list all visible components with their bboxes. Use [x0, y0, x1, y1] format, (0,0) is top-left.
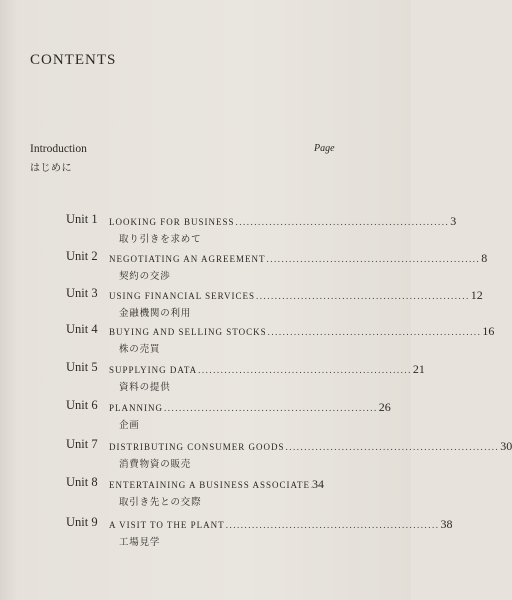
- dot-leader: .........................................................: [266, 254, 481, 264]
- toc-line: [109, 362, 425, 377]
- page-title: CONTENTS: [30, 52, 117, 68]
- toc-line: [109, 324, 495, 339]
- unit-number: Unit 7: [66, 437, 98, 451]
- unit-title: DISTRIBUTING CONSUMER GOODS: [109, 442, 285, 452]
- unit-japanese-title: 取引き先との交際: [119, 498, 202, 508]
- unit-number: Unit 4: [66, 322, 98, 336]
- unit-japanese-title: 契約の交渉: [119, 272, 171, 282]
- dot-leader: .........................................................: [198, 365, 412, 375]
- page-number: 26: [378, 400, 391, 414]
- unit-japanese-title: 金融機関の利用: [119, 309, 192, 319]
- unit-number: Unit 5: [66, 360, 98, 374]
- dot-leader: .........................................................: [285, 442, 500, 452]
- unit-number: Unit 6: [66, 398, 98, 412]
- toc-line: [109, 439, 512, 454]
- page-number: 30: [500, 439, 512, 453]
- page-number: 21: [412, 362, 425, 376]
- unit-number: Unit 2: [66, 249, 98, 263]
- unit-title: SUPPLYING DATA: [109, 365, 198, 375]
- unit-title: PLANNING: [109, 403, 163, 413]
- unit-title: NEGOTIATING AN AGREEMENT: [109, 254, 266, 264]
- page-number: 38: [440, 517, 453, 531]
- toc-line: [109, 477, 324, 492]
- toc-entry: [0, 515, 453, 555]
- unit-japanese-title: 取り引きを求めて: [119, 235, 202, 245]
- introduction-japanese: はじめに: [30, 163, 72, 174]
- unit-japanese-title: 工場見学: [119, 538, 161, 548]
- dot-leader: .........................................................: [225, 520, 440, 530]
- unit-number: Unit 9: [66, 515, 98, 529]
- unit-japanese-title: 企画: [119, 421, 140, 431]
- toc-entry: [0, 475, 411, 515]
- unit-number: Unit 1: [66, 212, 98, 226]
- toc-entry: [0, 360, 425, 400]
- toc-line: [109, 251, 488, 266]
- unit-title: BUYING AND SELLING STOCKS: [109, 327, 267, 337]
- dot-leader: .........................................................: [164, 403, 378, 413]
- introduction-title: Introduction: [30, 143, 87, 155]
- toc-line: [109, 288, 483, 303]
- dot-leader: .........................................................: [267, 327, 482, 337]
- page-column-label: Page: [314, 143, 335, 154]
- unit-number: Unit 8: [66, 475, 98, 489]
- dot-leader: .........................................................: [255, 291, 470, 301]
- page-number: 12: [470, 288, 483, 302]
- toc-line: [109, 517, 453, 532]
- unit-title: LOOKING FOR BUSINESS: [109, 217, 235, 227]
- page-number: 34: [312, 477, 325, 491]
- unit-japanese-title: 資料の提供: [119, 383, 171, 393]
- toc-entry: [0, 249, 488, 289]
- unit-number: Unit 3: [66, 286, 98, 300]
- unit-title: ENTERTAINING A BUSINESS ASSOCIATE: [109, 480, 311, 490]
- unit-title: USING FINANCIAL SERVICES: [109, 291, 255, 301]
- page-number: 8: [481, 251, 488, 265]
- toc-entry: [0, 322, 495, 362]
- toc-entry: [0, 398, 411, 438]
- toc-line: [109, 214, 457, 229]
- page-number: 16: [482, 324, 495, 338]
- page-number: 3: [450, 214, 457, 228]
- toc-entry: [0, 212, 457, 252]
- unit-title: A VISIT TO THE PLANT: [109, 520, 225, 530]
- unit-japanese-title: 消費物資の販売: [119, 460, 192, 470]
- toc-entry: [0, 437, 512, 477]
- unit-japanese-title: 株の売買: [119, 345, 161, 355]
- toc-line: [109, 400, 391, 415]
- dot-leader: .........................................................: [235, 217, 450, 227]
- toc-entry: [0, 286, 483, 326]
